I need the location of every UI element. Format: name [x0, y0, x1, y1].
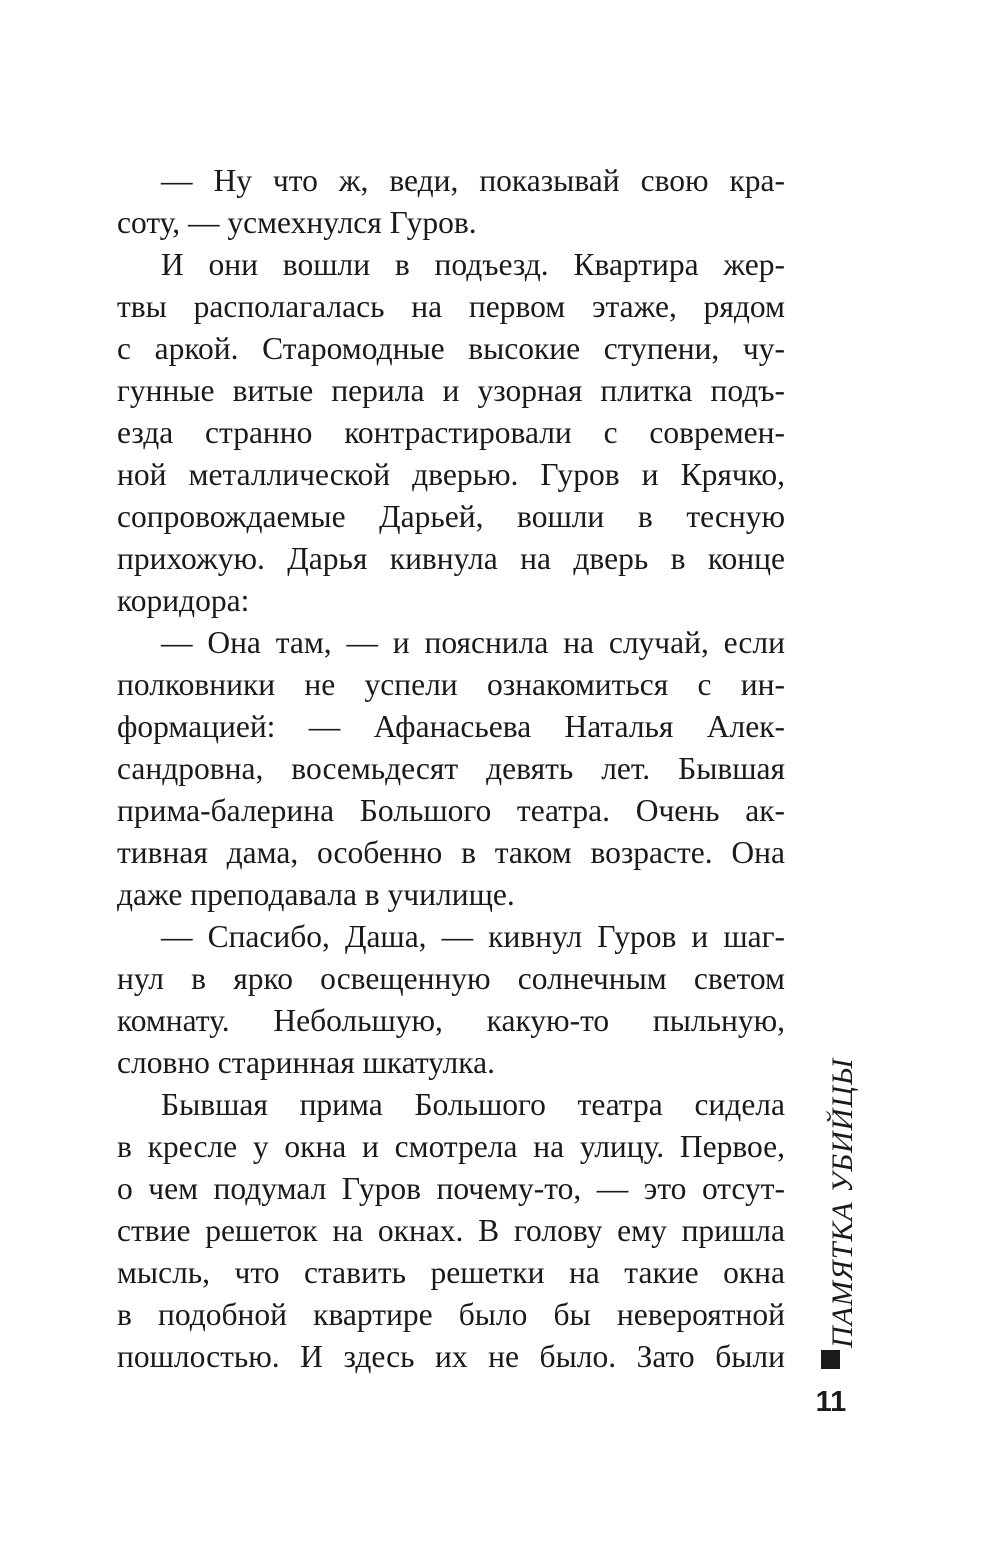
text-line: комнату. Небольшую, какую-то пыльную, — [117, 1003, 785, 1038]
text-line: словно старинная шкатулка. — [117, 1045, 495, 1080]
text-line: с аркой. Старомодные высокие ступени, чу- — [117, 331, 785, 366]
text-line: твы располагалась на первом этаже, рядом — [117, 289, 785, 324]
text-line: в кресле у окна и смотрела на улицу. Первое, — [117, 1129, 785, 1164]
main-text — [117, 160, 785, 1378]
text-line: И они вошли в подъезд. Квартира жер- — [161, 247, 785, 282]
text-line: езда странно контрастировали с современ- — [117, 415, 785, 450]
text-line: в подобной квартире было бы невероятной — [117, 1297, 785, 1332]
text-line: мысль, что ставить решетки на такие окна — [117, 1255, 785, 1290]
text-line: соту, — усмехнулся Гуров. — [117, 205, 477, 240]
text-line: тивная дама, особенно в таком возрасте. Она — [117, 835, 785, 870]
text-line: сандровна, восемьдесят девять лет. Бывшая — [117, 751, 785, 786]
text-line: — Ну что ж, веди, показывай свою кра- — [161, 163, 785, 198]
text-line: даже преподавала в училище. — [117, 877, 515, 912]
page-number: 11 — [815, 1386, 847, 1418]
running-title: ПАМЯТКА УБИЙЦЫ — [826, 1057, 859, 1348]
text-line: гунные витые перила и узорная плитка подъ- — [117, 373, 785, 408]
text-line: нул в ярко освещенную солнечным светом — [117, 961, 785, 996]
text-line: — Спасибо, Даша, — кивнул Гуров и шаг- — [161, 919, 785, 954]
text-line: пошлостью. И здесь их не было. Зато были — [117, 1339, 785, 1374]
text-line: о чем подумал Гуров почему-то, — это отсут- — [117, 1171, 785, 1206]
square-marker-icon — [821, 1350, 840, 1369]
text-line: сопровождаемые Дарьей, вошли в тесную — [117, 499, 785, 534]
text-line: прихожую. Дарья кивнула на дверь в конце — [117, 541, 785, 576]
text-line: формацией: — Афанасьева Наталья Алек- — [117, 709, 785, 744]
text-line: прима-балерина Большого театра. Очень ак- — [117, 793, 785, 828]
text-line: ной металлической дверью. Гуров и Крячко, — [117, 457, 785, 492]
text-line: ствие решеток на окнах. В голову ему пришла — [117, 1213, 785, 1248]
text-line: Бывшая прима Большого театра сидела — [161, 1087, 785, 1122]
text-line: коридора: — [117, 583, 250, 618]
text-line: полковники не успели ознакомиться с ин- — [117, 667, 785, 702]
text-line: — Она там, — и пояснила на случай, если — [161, 625, 785, 660]
